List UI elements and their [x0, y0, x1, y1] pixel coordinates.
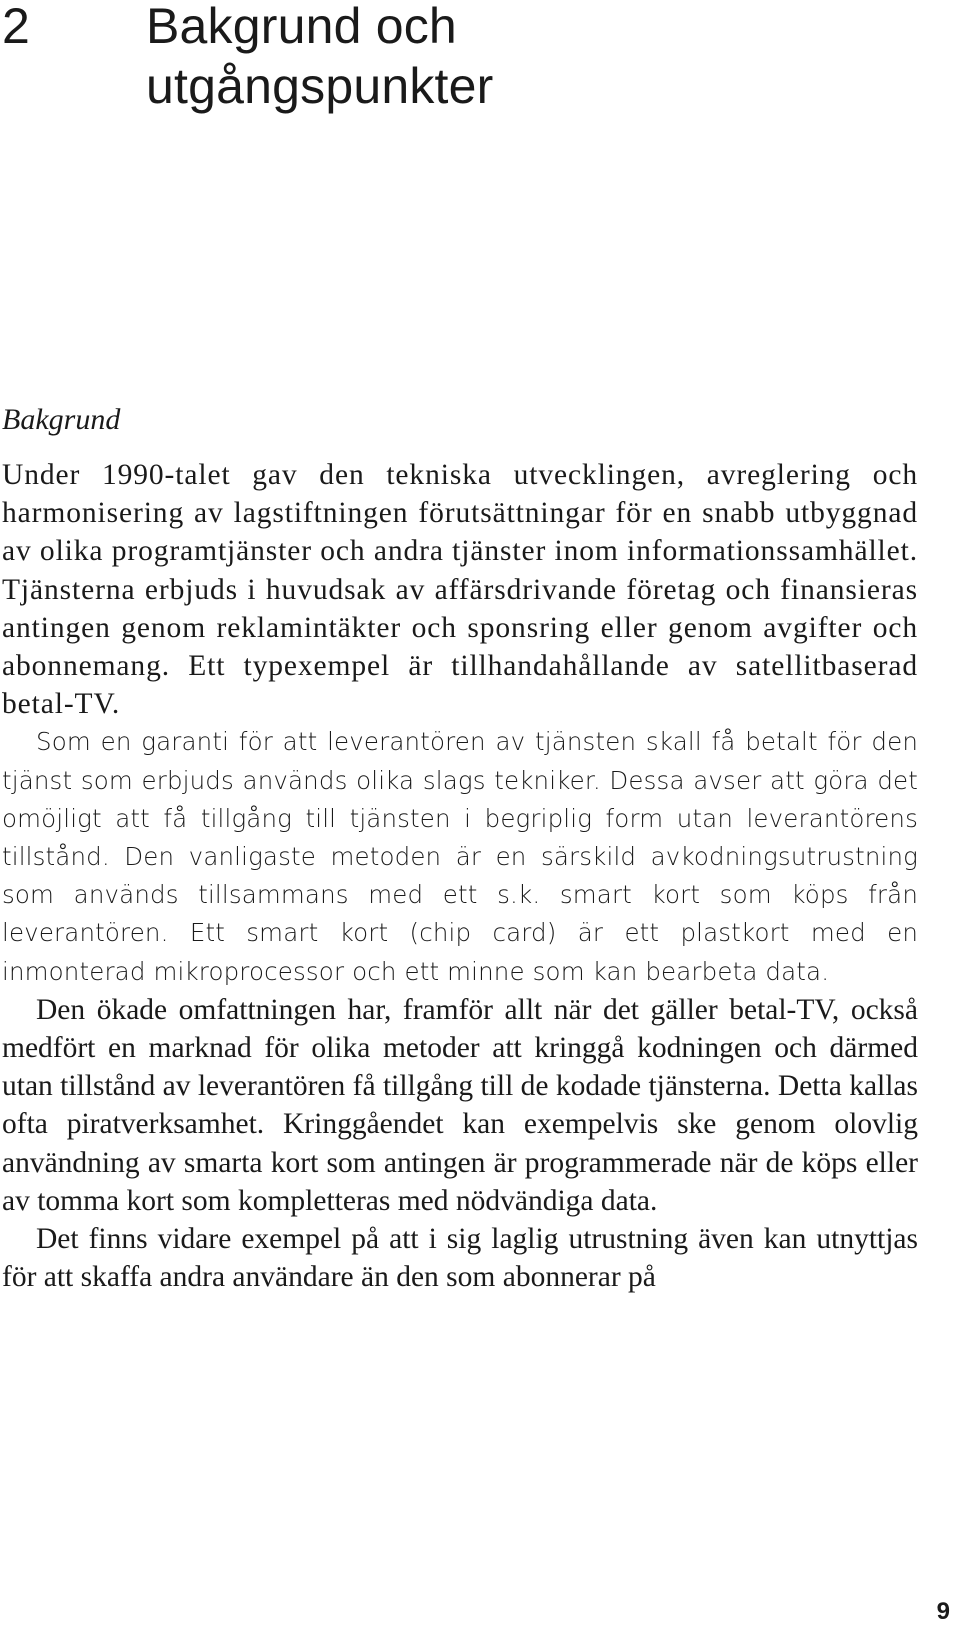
paragraph-3: Den ökade omfattningen har, framför allt när det gäller betal-TV, också medfört en marknad för olika metoder att kringgå kodningen och därmed utan tillstånd av leverantören få tillgång till de kodade tjänsterna. Detta kallas ofta piratverksamhet. Kringgåendet kan exempelvis ske genom olovlig användning av smarta kort som antingen är programmerade när de köps eller av tomma kort som kompletteras med nödvändiga data.	[2, 993, 918, 1217]
paragraph-2: Som en garanti för att leverantören av tjänsten skall få betalt för den tjänst som erbjuds används olika slags tekniker. Dessa avser att göra det omöjligt att få tillgång till tjänsten i begriplig form utan leverantörens tillstånd. Den vanligaste metoden är en särskild avkodningsutrustning som används tillsammans med ett s.k. smart kort som köps från leverantören. Ett smart kort (chip card) är ett plastkort med en inmonterad mikroprocessor och ett minne som kan bearbeta data.	[2, 727, 918, 986]
chapter-title-line-1: Bakgrund och	[146, 0, 457, 54]
chapter-title	[146, 0, 494, 116]
page-number: 9	[936, 1598, 950, 1625]
body-text	[2, 456, 918, 1296]
section-heading: Bakgrund	[2, 403, 121, 436]
paragraph-4: Det finns vidare exempel på att i sig laglig utrustning även kan utnyttjas för att skaffa andra användare än den som abonnerar på	[2, 1223, 918, 1294]
paragraph-1: Under 1990-talet gav den tekniska utvecklingen, avreglering och harmonisering av lagstiftningen förutsättningar för en snabb utbyggnad av olika programtjänster och andra tjänster inom informationssamhället. Tjänsterna erbjuds i huvudsak av affärsdrivande företag och finansieras antingen genom reklamintäkter och sponsring eller genom avgifter och abonnemang. Ett typexempel är tillhandahållande av satellitbaserad betal-TV.	[2, 459, 918, 721]
chapter-title-line-2: utgångspunkter	[146, 58, 494, 114]
chapter-number: 2	[2, 0, 30, 54]
